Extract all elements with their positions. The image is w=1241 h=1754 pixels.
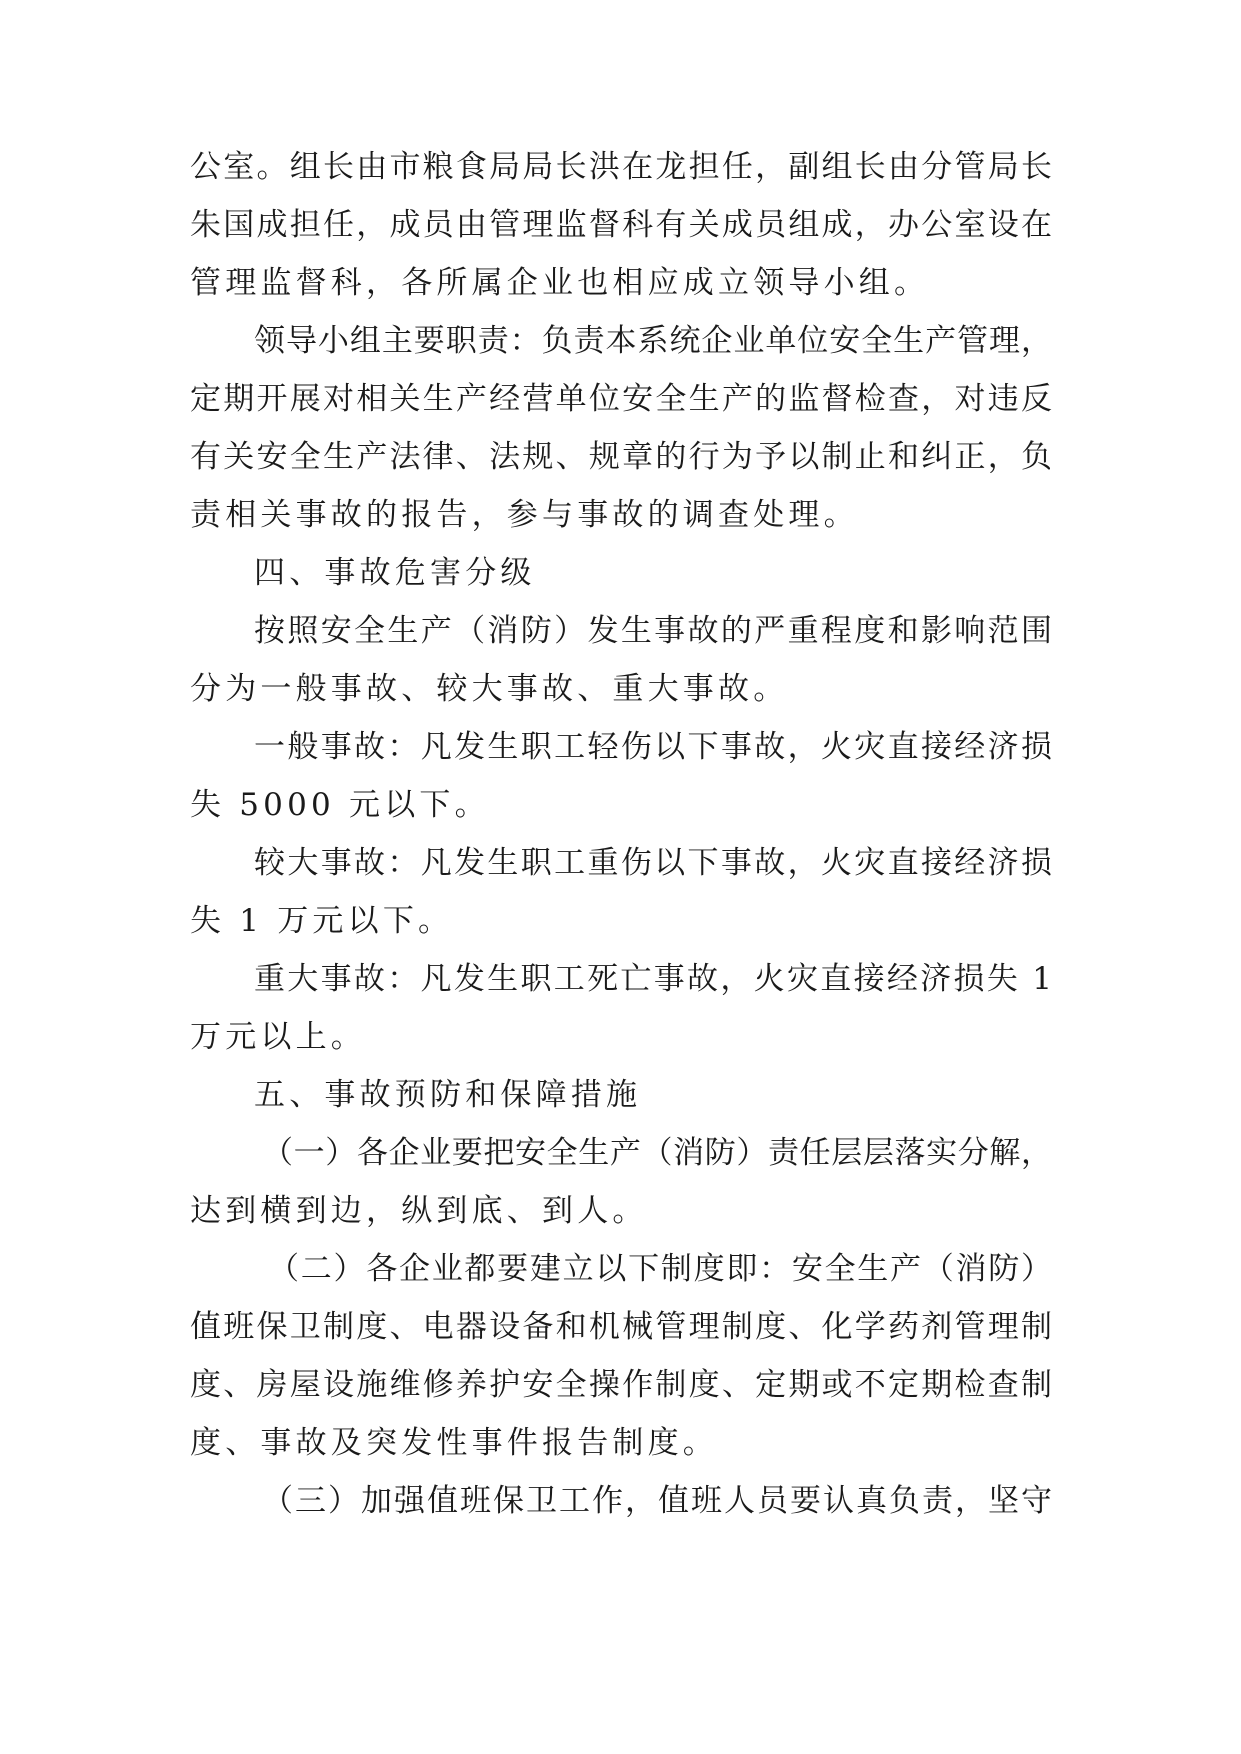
text-line: 达到横到边，纵到底、到人。 <box>190 1193 648 1229</box>
text-line: 公室。组长由市粮食局局长洪在龙担任，副组长由分管局长 <box>190 149 1052 185</box>
text-line: 管理监督科，各所属企业也相应成立领导小组。 <box>190 265 930 301</box>
text-line: 重大事故：凡发生职工死亡事故，火灾直接经济损失 1 <box>254 961 1052 997</box>
text-line: 责相关事故的报告，参与事故的调查处理。 <box>190 497 859 533</box>
text-line: 朱国成担任，成员由管理监督科有关成员组成，办公室设在 <box>190 207 1052 243</box>
text-line: 分为一般事故、较大事故、重大事故。 <box>190 671 789 707</box>
text-line: 较大事故：凡发生职工重伤以下事故，火灾直接经济损 <box>254 845 1052 881</box>
text-line: 失 5000 元以下。 <box>190 787 490 823</box>
text-line: （二）各企业都要建立以下制度即：安全生产（消防） <box>268 1251 1052 1287</box>
text-line: 有关安全生产法律、法规、规章的行为予以制止和纠正，负 <box>190 439 1052 475</box>
text-line: 领导小组主要职责：负责本系统企业单位安全生产管理， <box>254 323 1052 359</box>
text-line: 一般事故：凡发生职工轻伤以下事故，火灾直接经济损 <box>254 729 1052 765</box>
section-heading: 五、事故预防和保障措施 <box>254 1077 642 1113</box>
text-line: 定期开展对相关生产经营单位安全生产的监督检查，对违反 <box>190 381 1052 417</box>
text-line: （三）加强值班保卫工作，值班人员要认真负责，坚守 <box>262 1483 1052 1519</box>
text-line: （一）各企业要把安全生产（消防）责任层层落实分解， <box>262 1135 1052 1171</box>
text-line: 度、房屋设施维修养护安全操作制度、定期或不定期检查制 <box>190 1367 1052 1403</box>
text-line: 万元以上。 <box>190 1019 366 1055</box>
text-line: 度、事故及突发性事件报告制度。 <box>190 1425 718 1461</box>
text-line: 失 1 万元以下。 <box>190 903 454 939</box>
section-heading: 四、事故危害分级 <box>254 555 536 591</box>
text-line: 按照安全生产（消防）发生事故的严重程度和影响范围 <box>254 613 1052 649</box>
text-line: 值班保卫制度、电器设备和机械管理制度、化学药剂管理制 <box>190 1309 1052 1345</box>
